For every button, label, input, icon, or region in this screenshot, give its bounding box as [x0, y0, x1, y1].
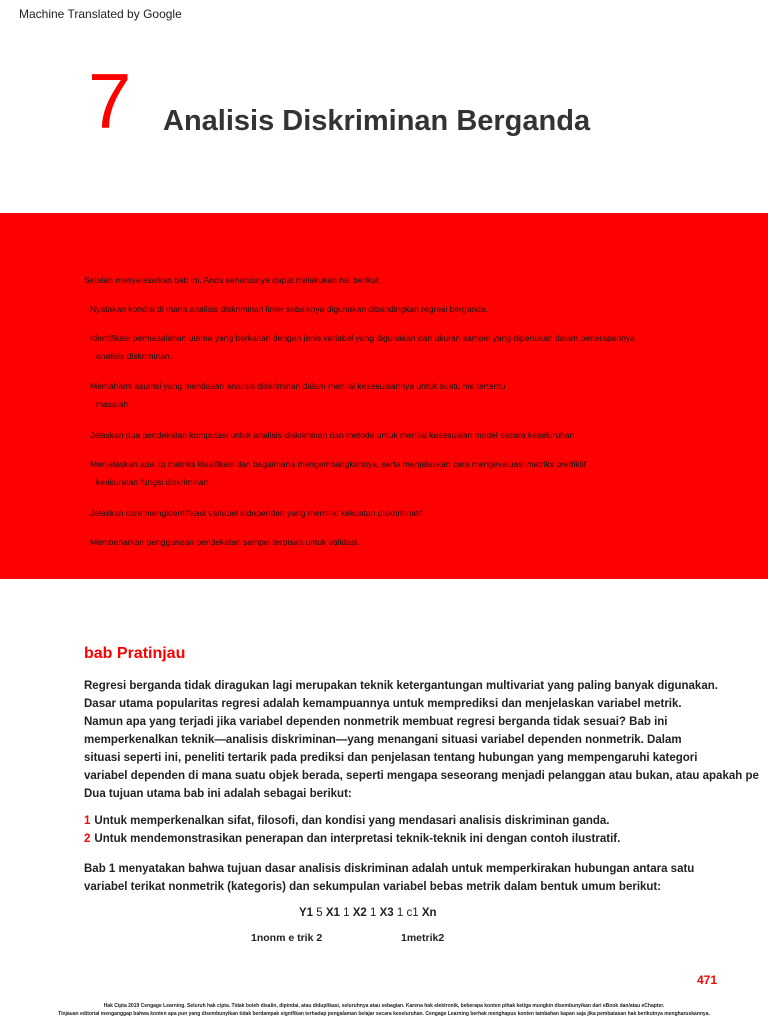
paragraph-line: Namun apa yang terjadi jika variabel dependen nonmetrik membuat regresi berganda tidak sesuai? Bab ini: [84, 716, 668, 728]
formula-op: 1 c1: [393, 907, 422, 919]
objective-item: [90, 300, 740, 318]
objective-text: Jelaskan cara mengidentifikasi variabel independen yang memiliki kekuatan diskriminatif.: [90, 508, 425, 518]
formula-op: 5: [313, 907, 326, 919]
objective-item: [90, 329, 740, 365]
copyright-line: Tinjauan editorial menganggap bahwa konten apa pun yang disembunyikan tidak berdampak signifikan terhadap pengalaman belajar secara keseluruhan. Cengage Learning berhak menghapus konten tambahan kapan saja jika pembatasan hak berikutnya mengharuskannya.: [58, 1011, 710, 1017]
paragraph-line: variabel terikat nonmetrik (kategoris) dan sekumpulan variabel bebas metrik dalam bentuk umum berikut:: [84, 881, 662, 893]
section-heading: bab Pratinjau: [84, 645, 186, 662]
objectives-intro: Setelah menyelesaikan bab ini, Anda seharusnya dapat melakukan hal berikut:: [84, 275, 381, 285]
paragraph-line: memperkenalkan teknik—analisis diskriminan—yang menangani situasi variabel dependen nonmetrik. Dalam: [84, 734, 682, 746]
formula-xn: Xn: [421, 907, 437, 919]
objective-text: Membenarkan penggunaan pendekatan sampel terpisah untuk validasi.: [90, 537, 360, 547]
objective-text-continued: keakuratan fungsi diskriminan.: [96, 477, 211, 487]
formula-left-subscript: 1nonm e trik 2: [251, 932, 323, 944]
goal-text: Untuk memperkenalkan sifat, filosofi, dan kondisi yang mendasari analisis diskriminan ganda.: [94, 815, 610, 827]
formula-op: 1: [339, 907, 353, 919]
preview-paragraph-2: [84, 860, 694, 896]
formula-op: 1: [366, 907, 380, 919]
formula-x3: X3: [379, 907, 394, 919]
paragraph-line: situasi seperti ini, peneliti tertarik pada prediksi dan penjelasan tentang hubungan yang mempengaruhi kategori: [84, 752, 698, 764]
objective-text: Menjelaskan apa itu matriks klasifikasi dan bagaimana mengembangkannya, serta menjelaskan cara mengevaluasi matriks prediktif: [90, 459, 587, 469]
paragraph-line: variabel dependen di mana suatu objek berada, seperti mengapa seseorang menjadi pelanggan atau bukan, atau apakah pe: [84, 770, 759, 782]
chapter-title: Analisis Diskriminan Berganda: [163, 105, 591, 137]
paragraph-line: Bab 1 menyatakan bahwa tujuan dasar analisis diskriminan adalah untuk memperkirakan hubungan antara satu: [84, 863, 695, 875]
goal-number: 1: [84, 815, 91, 827]
learning-objectives-box: [0, 213, 768, 579]
objective-item: [90, 455, 740, 491]
paragraph-line: Regresi berganda tidak diragukan lagi merupakan teknik ketergantungan multivariat yang paling banyak digunakan.: [84, 680, 718, 692]
paragraph-line: Dasar utama popularitas regresi adalah kemampuannya untuk memprediksi dan menjelaskan variabel metrik.: [84, 698, 682, 710]
objective-text: Jelaskan dua pendekatan komputasi untuk analisis diskriminan dan metode untuk menilai kesesuaian model secara keseluruhan.: [90, 430, 577, 440]
formula-x1: X1: [325, 907, 340, 919]
objective-text-continued: analisis diskriminan.: [96, 351, 173, 361]
formula-y1: Y1: [299, 907, 314, 919]
discriminant-formula: [299, 907, 437, 919]
objective-text-continued: masalah.: [96, 399, 131, 409]
objective-text: Identifikasi permasalahan utama yang berkaitan dengan jenis variabel yang digunakan dan ukuran sampel yang diperlukan dalam penerapannya: [90, 333, 635, 343]
preview-paragraph: [84, 677, 759, 803]
objective-item: [90, 426, 740, 444]
goal-number: 2: [84, 833, 91, 845]
goal-text: Untuk mendemonstrasikan penerapan dan interpretasi teknik-teknik ini dengan contoh ilustratif.: [94, 833, 621, 845]
goal-item: [84, 833, 620, 845]
machine-translated-label: Machine Translated by Google: [19, 7, 182, 21]
chapter-number: 7: [88, 57, 132, 145]
goal-item: [84, 815, 610, 827]
objective-text: Memahami asumsi yang mendasari analisis diskriminan dalam menilai kesesuaiannya untuk suatu hal tertentu: [90, 381, 506, 391]
objective-text: Nyatakan kondisi di mana analisis diskriminan linier sebaiknya digunakan dibandingkan regresi berganda.: [90, 304, 488, 314]
copyright-line: Hak Cipta 2019 Cengage Learning. Seluruh hak cipta. Tidak boleh disalin, dipindai, atau diduplikasi, seluruhnya atau sebagian. Karena hak elektronik, beberapa konten pihak ketiga mungkin disembunyikan dari eBook dan/atau eChapter.: [103, 1003, 665, 1009]
objective-item: [90, 377, 740, 413]
paragraph-line: Dua tujuan utama bab ini adalah sebagai berikut:: [84, 788, 352, 800]
objective-item: [90, 533, 740, 551]
formula-x2: X2: [352, 907, 367, 919]
page-number: 471: [697, 973, 718, 987]
formula-right-subscript: 1metrik2: [401, 932, 445, 944]
objective-item: [90, 504, 740, 522]
